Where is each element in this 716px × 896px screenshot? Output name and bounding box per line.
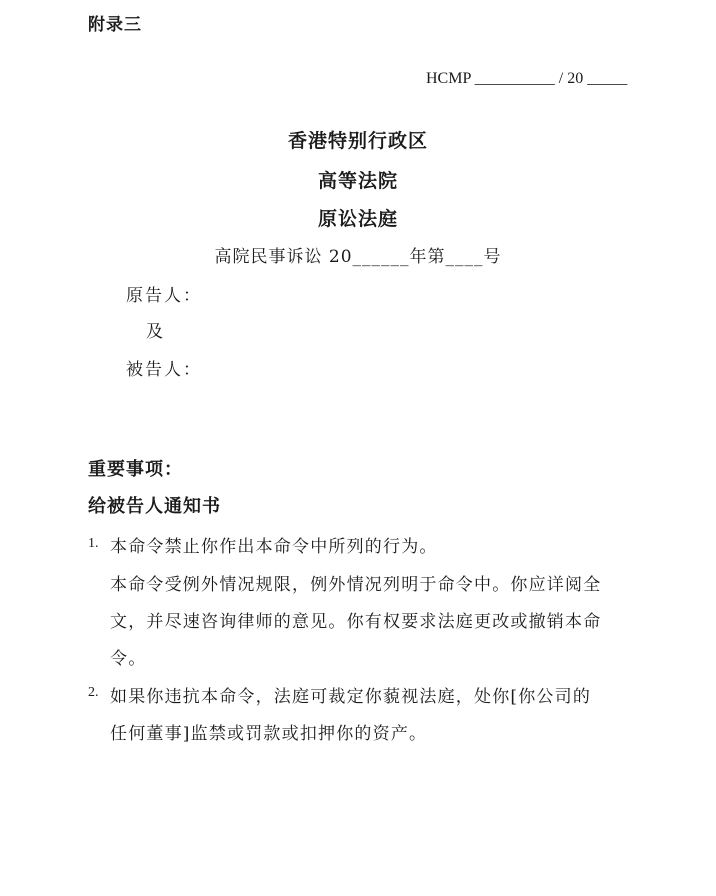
item-number: 2. [88,685,99,700]
important-matters-heading: 重要事项： [88,459,183,480]
item-number: 1. [88,536,99,551]
defendant-label: 被告人： [126,360,202,380]
heading-division: 原讼法庭 [317,208,398,230]
item-text-line: 如果你违抗本命令，法庭可裁定你藐视法庭，处你[你公司的 [110,687,592,707]
plaintiff-label: 原告人： [126,286,202,306]
item-text-line: 文，并尽速咨询律师的意见。你有权要求法庭更改或撤销本命 [110,612,602,632]
action-number: 高院民事诉讼 20______年第____号 [214,247,502,267]
case-reference-number: HCMP __________ / 20 _____ [426,70,628,87]
notice-to-defendant-title: 给被告人通知书 [88,496,221,517]
item-text-line: 本命令禁止你作出本命令中所列的行为。 [110,537,438,557]
heading-court: 高等法院 [317,170,398,192]
appendix-label: 附录三 [88,15,142,35]
item-text-line: 任何董事]监禁或罚款或扣押你的资产。 [110,724,428,744]
and-label: 及 [146,322,165,342]
item-text-line: 本命令受例外情况规限，例外情况列明于命令中。你应详阅全 [110,575,602,595]
heading-region: 香港特别行政区 [287,130,428,152]
item-text-line: 令。 [110,649,147,669]
